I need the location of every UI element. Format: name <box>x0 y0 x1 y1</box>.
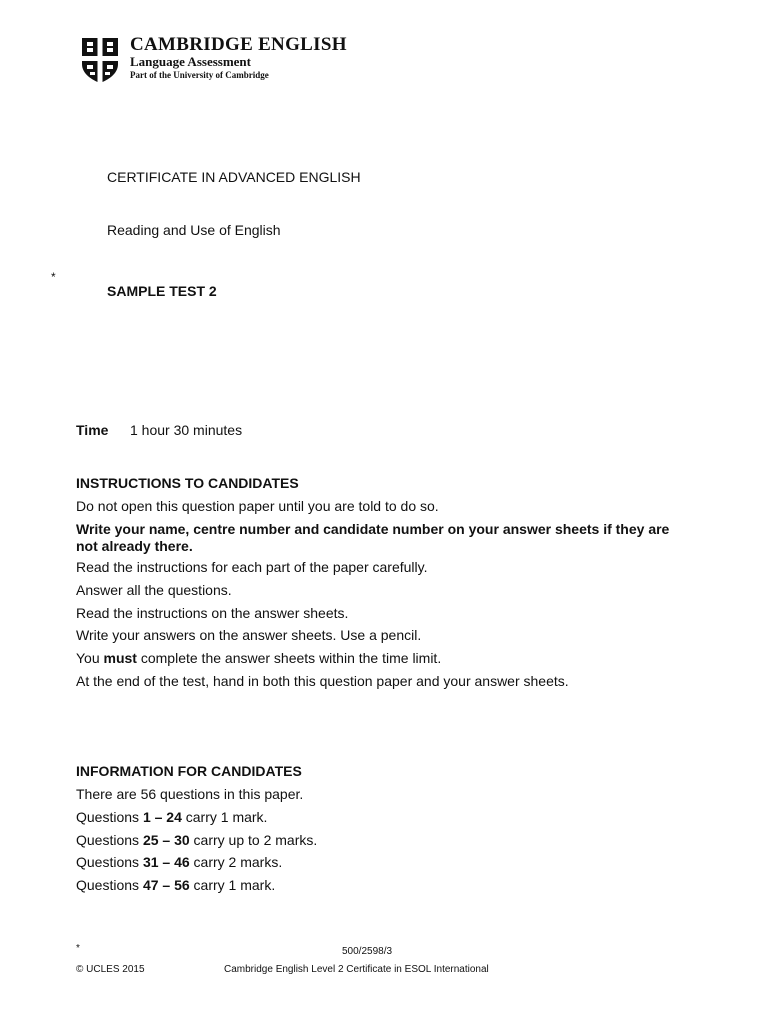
row-suffix: carry 2 marks. <box>193 854 283 870</box>
information-row <box>76 854 696 871</box>
information-row <box>76 832 696 849</box>
certificate-title: CERTIFICATE IN ADVANCED ENGLISH <box>107 169 361 185</box>
row-prefix: Questions <box>76 832 140 848</box>
information-heading: INFORMATION FOR CANDIDATES <box>76 763 302 779</box>
instruction-emphasis: must <box>103 650 137 666</box>
paper-code: 500/2598/3 <box>342 946 393 957</box>
row-range: 25 – 30 <box>142 832 190 848</box>
row-suffix: carry 1 mark. <box>185 809 268 825</box>
row-prefix: Questions <box>76 877 140 893</box>
information-row <box>76 809 696 826</box>
qualification-description: Cambridge English Level 2 Certificate in ESOL International <box>224 964 489 975</box>
instruction-line <box>76 650 696 667</box>
instructions-heading: INSTRUCTIONS TO CANDIDATES <box>76 475 299 491</box>
time-label: Time <box>76 422 109 438</box>
row-range: 1 – 24 <box>142 809 182 825</box>
cambridge-shield-icon <box>80 36 120 84</box>
instruction-line: Read the instructions on the answer sheets. <box>76 605 349 621</box>
time-value: 1 hour 30 minutes <box>130 422 243 438</box>
row-suffix: carry up to 2 marks. <box>193 832 318 848</box>
information-line: There are 56 questions in this paper. <box>76 786 304 802</box>
asterisk-mark: * <box>51 270 56 284</box>
row-range: 31 – 46 <box>142 854 190 870</box>
row-prefix: Questions <box>76 809 140 825</box>
instruction-line: Do not open this question paper until you are told to do so. <box>76 498 439 514</box>
instruction-line-bold: Write your name, centre number and candidate number on your answer sheets if they are not already there. <box>76 521 670 554</box>
instruction-line: Read the instructions for each part of the paper carefully. <box>76 559 428 575</box>
row-suffix: carry 1 mark. <box>193 877 276 893</box>
row-prefix: Questions <box>76 854 140 870</box>
instruction-line: Write your answers on the answer sheets. Use a pencil. <box>76 627 422 643</box>
sample-test-label: SAMPLE TEST 2 <box>107 283 217 299</box>
instruction-line: Answer all the questions. <box>76 582 232 598</box>
row-range: 47 – 56 <box>142 877 190 893</box>
instruction-text: complete the answer sheets within the time limit. <box>140 650 442 666</box>
component-title: Reading and Use of English <box>107 222 281 238</box>
copyright: © UCLES 2015 <box>76 964 145 975</box>
instruction-line: At the end of the test, hand in both this question paper and your answer sheets. <box>76 673 569 689</box>
brand-title: CAMBRIDGE ENGLISH <box>130 34 347 55</box>
brand-subtitle: Language Assessment <box>130 54 251 69</box>
brand-tagline: Part of the University of Cambridge <box>130 70 269 80</box>
instruction-text: You <box>76 650 100 666</box>
information-row <box>76 877 696 894</box>
footer-asterisk: * <box>76 943 80 954</box>
